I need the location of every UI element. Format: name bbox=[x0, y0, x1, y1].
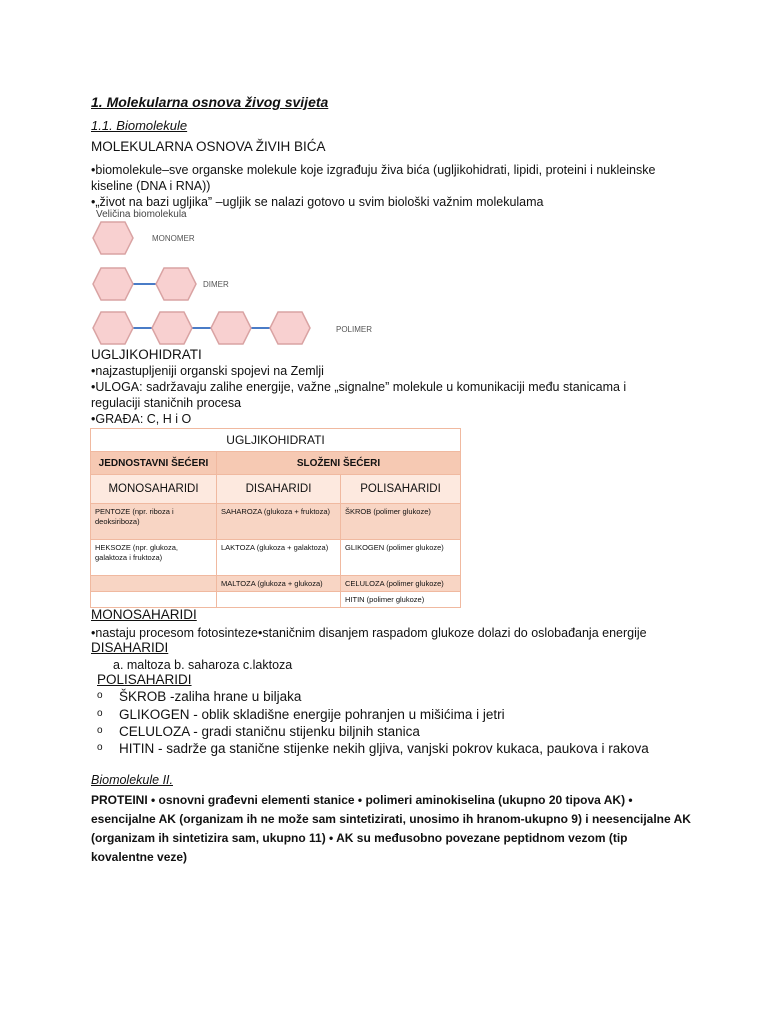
bullet-icon: o bbox=[97, 690, 103, 701]
biomolecule-size-figure bbox=[88, 216, 378, 346]
table-cell: HITIN (polimer glukoze) bbox=[341, 592, 461, 608]
carbohydrates-table bbox=[90, 428, 461, 608]
poly-item-label: HITIN - sadrže ga stanične stijenke nekih gljiva, vanjski pokrov kukaca, paukova i rakova bbox=[119, 741, 649, 756]
table-title: UGLJIKOHIDRATI bbox=[91, 429, 461, 452]
poly-item-label: ŠKROB -zaliha hrane u biljaka bbox=[119, 689, 302, 704]
poly-item-label: CELULOZA - gradi staničnu stijenku biljnih stanica bbox=[119, 724, 420, 739]
subsection-title: 1.1. Biomolekule bbox=[91, 118, 188, 133]
table-group-row bbox=[91, 452, 461, 475]
table-cell: PENTOZE (npr. riboza i deoksiriboza) bbox=[91, 504, 217, 540]
carbs-line-3: regulaciji staničnih procesa bbox=[91, 396, 242, 410]
table-group-complex: SLOŽENI ŠEĆERI bbox=[217, 452, 461, 475]
polymer-hexagon-4 bbox=[270, 312, 310, 344]
table-row bbox=[91, 504, 461, 540]
page-title: 1. Molekularna osnova živog svijeta bbox=[91, 94, 329, 110]
carbs-line-2: •ULOGA: sadržavaju zalihe energije, važne „signalne” molekule u komunikaciji među stanicama i bbox=[91, 380, 627, 394]
polymer-label: POLIMER bbox=[336, 325, 373, 334]
table-row bbox=[91, 576, 461, 592]
main-heading: MOLEKULARNA OSNOVA ŽIVIH BIĆA bbox=[91, 139, 326, 154]
polymer-hexagon-3 bbox=[211, 312, 251, 344]
polymer-hexagon-2 bbox=[152, 312, 192, 344]
di-heading: DISAHARIDI bbox=[91, 640, 169, 655]
table-cell: HEKSOZE (npr. glukoza, galaktoza i fruktoza) bbox=[91, 540, 217, 576]
table-cat-poly: POLISAHARIDI bbox=[341, 475, 461, 504]
dimer-hexagon-2 bbox=[156, 268, 196, 300]
list-item bbox=[97, 707, 697, 724]
table-cell: ŠKROB (polimer glukoze) bbox=[341, 504, 461, 540]
list-item bbox=[97, 724, 697, 741]
poly-item-label: GLIKOGEN - oblik skladišne energije pohranjen u mišićima i jetri bbox=[119, 707, 505, 722]
carbs-line-1: •najzastupljeniji organski spojevi na Zemlji bbox=[91, 364, 324, 378]
mono-line: •nastaju procesom fotosinteze•staničnim disanjem raspadom glukoze dolazi do oslobađanja energije bbox=[91, 626, 647, 640]
polymer-hexagon-1 bbox=[93, 312, 133, 344]
dimer-hexagon-1 bbox=[93, 268, 133, 300]
table-cat-di: DISAHARIDI bbox=[217, 475, 341, 504]
table-group-simple: JEDNOSTAVNI ŠEĆERI bbox=[91, 452, 217, 475]
table-cell: MALTOZA (glukoza + glukoza) bbox=[217, 576, 341, 592]
dimer-label: DIMER bbox=[203, 280, 229, 289]
bio2-heading: Biomolekule II. bbox=[91, 773, 173, 787]
bullet-icon: o bbox=[97, 742, 103, 753]
table-cell bbox=[91, 576, 217, 592]
carbs-heading: UGLJIKOHIDRATI bbox=[91, 347, 202, 362]
poly-list bbox=[97, 689, 697, 758]
di-line: a. maltoza b. saharoza c.laktoza bbox=[113, 658, 293, 672]
list-item bbox=[97, 741, 697, 758]
table-cell: CELULOZA (polimer glukoze) bbox=[341, 576, 461, 592]
table-cell: SAHAROZA (glukoza + fruktoza) bbox=[217, 504, 341, 540]
bullet-icon: o bbox=[97, 708, 103, 719]
carbs-line-4: •GRAĐA: C, H i O bbox=[91, 412, 192, 426]
list-item bbox=[97, 689, 697, 707]
table-row bbox=[91, 592, 461, 608]
table-cell bbox=[91, 592, 217, 608]
table-cell: GLIKOGEN (polimer glukoze) bbox=[341, 540, 461, 576]
intro-line-3: •„život na bazi ugljika” –ugljik se nalazi gotovo u svim biološki važnim molekulama bbox=[91, 195, 544, 209]
table-row bbox=[91, 540, 461, 576]
bio2-paragraph: PROTEINI • osnovni građevni elementi stanice • polimeri aminokiselina (ukupno 20 tipova AK) • esencijalne AK (organizam ih ne može sam sintetizirati, unosimo ih hranom-ukupno 9) i neesencijalne AK (organizam ih sintetizira sam, ukupno 11) • AK su međusobno povezane peptidnom vezom (tip kovalentne veze) bbox=[91, 793, 691, 864]
table-title-row bbox=[91, 429, 461, 452]
table-cat-mono: MONOSAHARIDI bbox=[91, 475, 217, 504]
poly-heading: POLISAHARIDI bbox=[97, 672, 192, 687]
intro-line-2: kiseline (DNA i RNA)) bbox=[91, 179, 211, 193]
monomer-hexagon bbox=[93, 222, 133, 254]
table-category-row bbox=[91, 475, 461, 504]
figure-caption: Veličina biomolekula bbox=[96, 209, 187, 220]
table-cell bbox=[217, 592, 341, 608]
table-cell: LAKTOZA (glukoza + galaktoza) bbox=[217, 540, 341, 576]
monomer-label: MONOMER bbox=[152, 234, 195, 243]
bullet-icon: o bbox=[97, 725, 103, 736]
mono-heading: MONOSAHARIDI bbox=[91, 607, 197, 622]
intro-line-1: •biomolekule–sve organske molekule koje izgrađuju živa bića (ugljikohidrati, lipidi, proteini i nukleinske bbox=[91, 163, 656, 177]
